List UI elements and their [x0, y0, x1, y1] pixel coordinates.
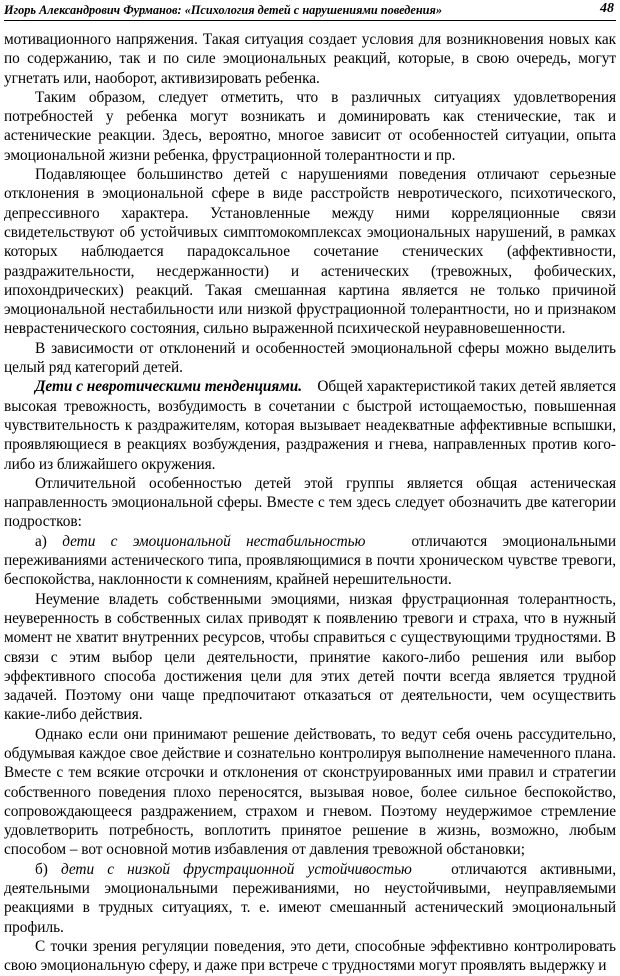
list-text: отличаются активными, деятельными эмоциональными переживаниями, но неустойчивыми, неуправляемыми реакциями в трудных ситуациях, т. е. имеют смешанный астенический эмоциональный профиль. [4, 860, 616, 936]
list-item-a [4, 532, 616, 590]
paragraph: Неумение владеть собственными эмоциями, низкая фрустрационная толерантность, неуверенность в собственных силах приводят к появлению тревоги и страха, что в нужный момент не хватит внутренних ресурсов, чтобы справиться с существующими трудностями. В связи с этим выбор цели деятельности, принятие какого-либо решения или выбор эффективного способа достижения цели для этих детей почти всегда является трудной задачей. Поэтому они чаще предпочитают отказаться от деятельности, чем осуществить какие-либо действия. [4, 590, 616, 724]
paragraph: В зависимости от отклонений и особенностей эмоциональной сферы можно выделить целый ряд категорий детей. [4, 339, 616, 377]
body-text [4, 30, 616, 976]
paragraph: Однако если они принимают решение действовать, то ведут себя очень рассудительно, обдумывая каждое свое действие и сознательно контролируя выполнение намеченного плана. Вместе с тем всякие отсрочки и отклонения от сконструированных ими правил и стратегии собственного поведения плохо переносятся, вызывая новое, более сильное беспокойство, сопровождающееся раздражением, страхом и гневом. Поэтому неудержимое стремление удовлетворить потребность, воплотить принятое решение в жизнь, возможно, любым способом – вот основной мотив избавления от давления тревожной обстановки; [4, 725, 616, 859]
list-text: отличаются эмоциональными переживаниями астенического типа, проявляющимися в почти хроническом чувстве тревоги, беспокойства, наклонности к сомнениям, крайней нерешительности. [4, 532, 616, 589]
paragraph: Отличительной особенностью детей этой группы является общая астеническая направленность эмоциональной сферы. Вместе с тем здесь следует обозначить две категории подростков: [4, 474, 616, 531]
paragraph: С точки зрения регуляции поведения, это дети, способные эффективно контролировать свою эмоциональную сферу, и даже при встрече с трудностями могут проявлять выдержку и [4, 937, 616, 975]
paragraph-text: Общей характеристикой таких детей является высокая тревожность, возбудимость в сочетании с быстрой истощаемостью, повышенная чувствительность к раздражителям, которая вызывает неадекватные аффективные вспышки, проявляющиеся в реакциях возбуждения, раздражения и гнева, направленных против кого-либо из ближайшего окружения. [4, 378, 616, 473]
section-heading: Дети с невротическими тенденциями. [35, 378, 303, 396]
header-title: Игорь Александрович Фурманов: «Психология детей с нарушениями поведения» [4, 3, 442, 17]
list-term: дети с низкой фрустрационной устойчивостью [60, 860, 412, 878]
paragraph: Таким образом, следует отметить, что в различных ситуациях удовлетворения потребностей у ребенка могут возникать и доминировать как стенические, так и астенические реакции. Здесь, вероятно, многое зависит от особенностей ситуации, опыта эмоциональной жизни ребенка, фрустрационной толерантности и пр. [4, 88, 616, 164]
running-header [4, 0, 616, 21]
page-number: 48 [600, 1, 614, 16]
paragraph-continuation: мотивационного напряжения. Такая ситуация создает условия для возникновения новых как по содержанию, так и по силе эмоциональных реакций, которые, в свою очередь, могут угнетать или, наоборот, активизировать ребенка. [4, 31, 616, 87]
list-item-b [4, 860, 616, 937]
list-marker: а) [35, 532, 47, 550]
paragraph-neurotic-children [4, 377, 616, 473]
paragraph: Подавляющее большинство детей с нарушениями поведения отличают серьезные отклонения в эмоциональной сфере в виде расстройств невротического, психотического, депрессивного характера. Установленные между ними корреляционные связи свидетельствуют об устойчивых симптомокомплексах эмоциональных нарушений, в рамках которых наблюдается парадоксальное сочетание стенических (аффективности, раздражительности, несдержанности) и астенических (тревожных, фобических, ипохондрических) реакций. Такая смешанная картина является не только причиной эмоциональной нестабильности или низкой фрустрационной толерантности, но и признаком неврастенического состояния, сильно выраженной психической неуравновешенности. [4, 166, 616, 338]
list-marker: б) [35, 860, 48, 878]
list-term: дети с эмоциональной нестабильностью [62, 532, 366, 550]
